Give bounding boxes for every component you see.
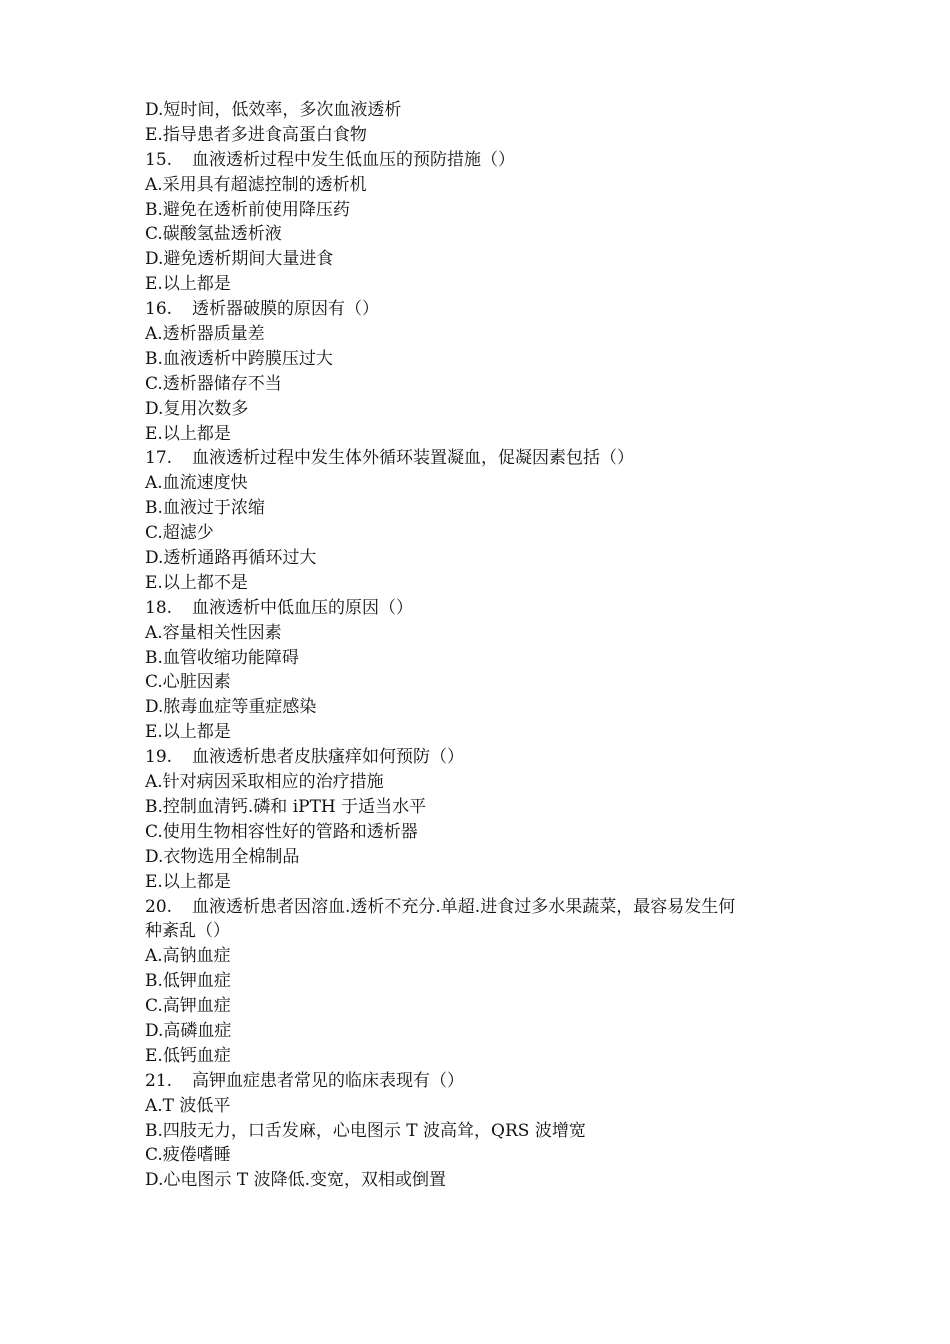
question-number: 15. [145,149,173,170]
question-number: 21. [145,1070,173,1091]
question-line [145,596,810,621]
question-text: 血液透析过程中发生体外循环装置凝血，促凝因素包括（） [192,448,634,469]
option-line: E.以上都是 [145,871,231,892]
option-line: C.心脏因素 [145,672,231,693]
question-line [145,745,810,770]
option-line: C.超滤少 [145,523,214,544]
option-line: D.脓毒血症等重症感染 [145,697,317,718]
question-number: 19. [145,747,173,768]
option-line: E.以上都是 [145,722,231,743]
option-line: B.低钾血症 [145,971,231,992]
question-list [145,98,810,1193]
question-line [145,895,810,920]
option-line: A.透析器质量差 [145,324,265,345]
question-line [145,297,810,322]
option-line: C.透析器储存不当 [145,373,282,394]
option-line: B.避免在透析前使用降压药 [145,199,350,220]
question-number: 20. [145,896,173,917]
question-number: 17. [145,448,173,469]
question-number: 16. [145,299,173,320]
option-line: D.心电图示 T 波降低.变宽，双相或倒置 [145,1170,446,1191]
option-line: C.使用生物相容性好的管路和透析器 [145,821,418,842]
question-text: 血液透析患者因溶血.透析不充分.单超.进食过多水果蔬菜，最容易发生何 [192,896,736,917]
option-line: E.以上都是 [145,423,231,444]
question-line [145,148,810,173]
option-line: D.透析通路再循环过大 [145,548,317,569]
option-line: B.血液透析中跨膜压过大 [145,348,333,369]
option-line: D.避免透析期间大量进食 [145,249,334,270]
question-text: 血液透析患者皮肤瘙痒如何预防（） [192,747,464,768]
option-line: B.四肢无力，口舌发麻，心电图示 T 波高耸，QRS 波增宽 [145,1120,586,1141]
option-line: 种紊乱（） [145,921,230,942]
option-line: D.高磷血症 [145,1020,232,1041]
option-line: B.控制血清钙.磷和 iPTH 于适当水平 [145,796,427,817]
option-line: E.以上都不是 [145,572,248,593]
option-line: A.采用具有超滤控制的透析机 [145,174,367,195]
option-line: D.短时间，低效率，多次血液透析 [145,100,402,120]
option-line: D.衣物选用全棉制品 [145,846,300,867]
option-line: B.血液过于浓缩 [145,498,265,519]
option-line: C.疲倦嗜睡 [145,1145,231,1166]
option-line: E.指导患者多进食高蛋白食物 [145,124,367,145]
option-line: A.针对病因采取相应的治疗措施 [145,772,384,793]
option-line: C.高钾血症 [145,996,231,1017]
question-text: 高钾血症患者常见的临床表现有（） [192,1070,464,1091]
question-text: 血液透析过程中发生低血压的预防措施（） [192,149,515,170]
option-line: C.碳酸氢盐透析液 [145,224,282,245]
option-line: E.低钙血症 [145,1045,231,1066]
option-line: A.T 波低平 [145,1095,231,1116]
question-text: 透析器破膜的原因有（） [192,299,379,320]
option-line: A.血流速度快 [145,473,248,494]
question-text: 血液透析中低血压的原因（） [192,597,413,618]
question-line [145,1069,810,1094]
option-line: D.复用次数多 [145,398,249,419]
option-line: E.以上都是 [145,274,231,295]
question-number: 18. [145,597,173,618]
option-line: B.血管收缩功能障碍 [145,647,299,668]
option-line: A.高钠血症 [145,946,231,967]
question-line [145,446,810,471]
option-line: A.容量相关性因素 [145,622,282,643]
